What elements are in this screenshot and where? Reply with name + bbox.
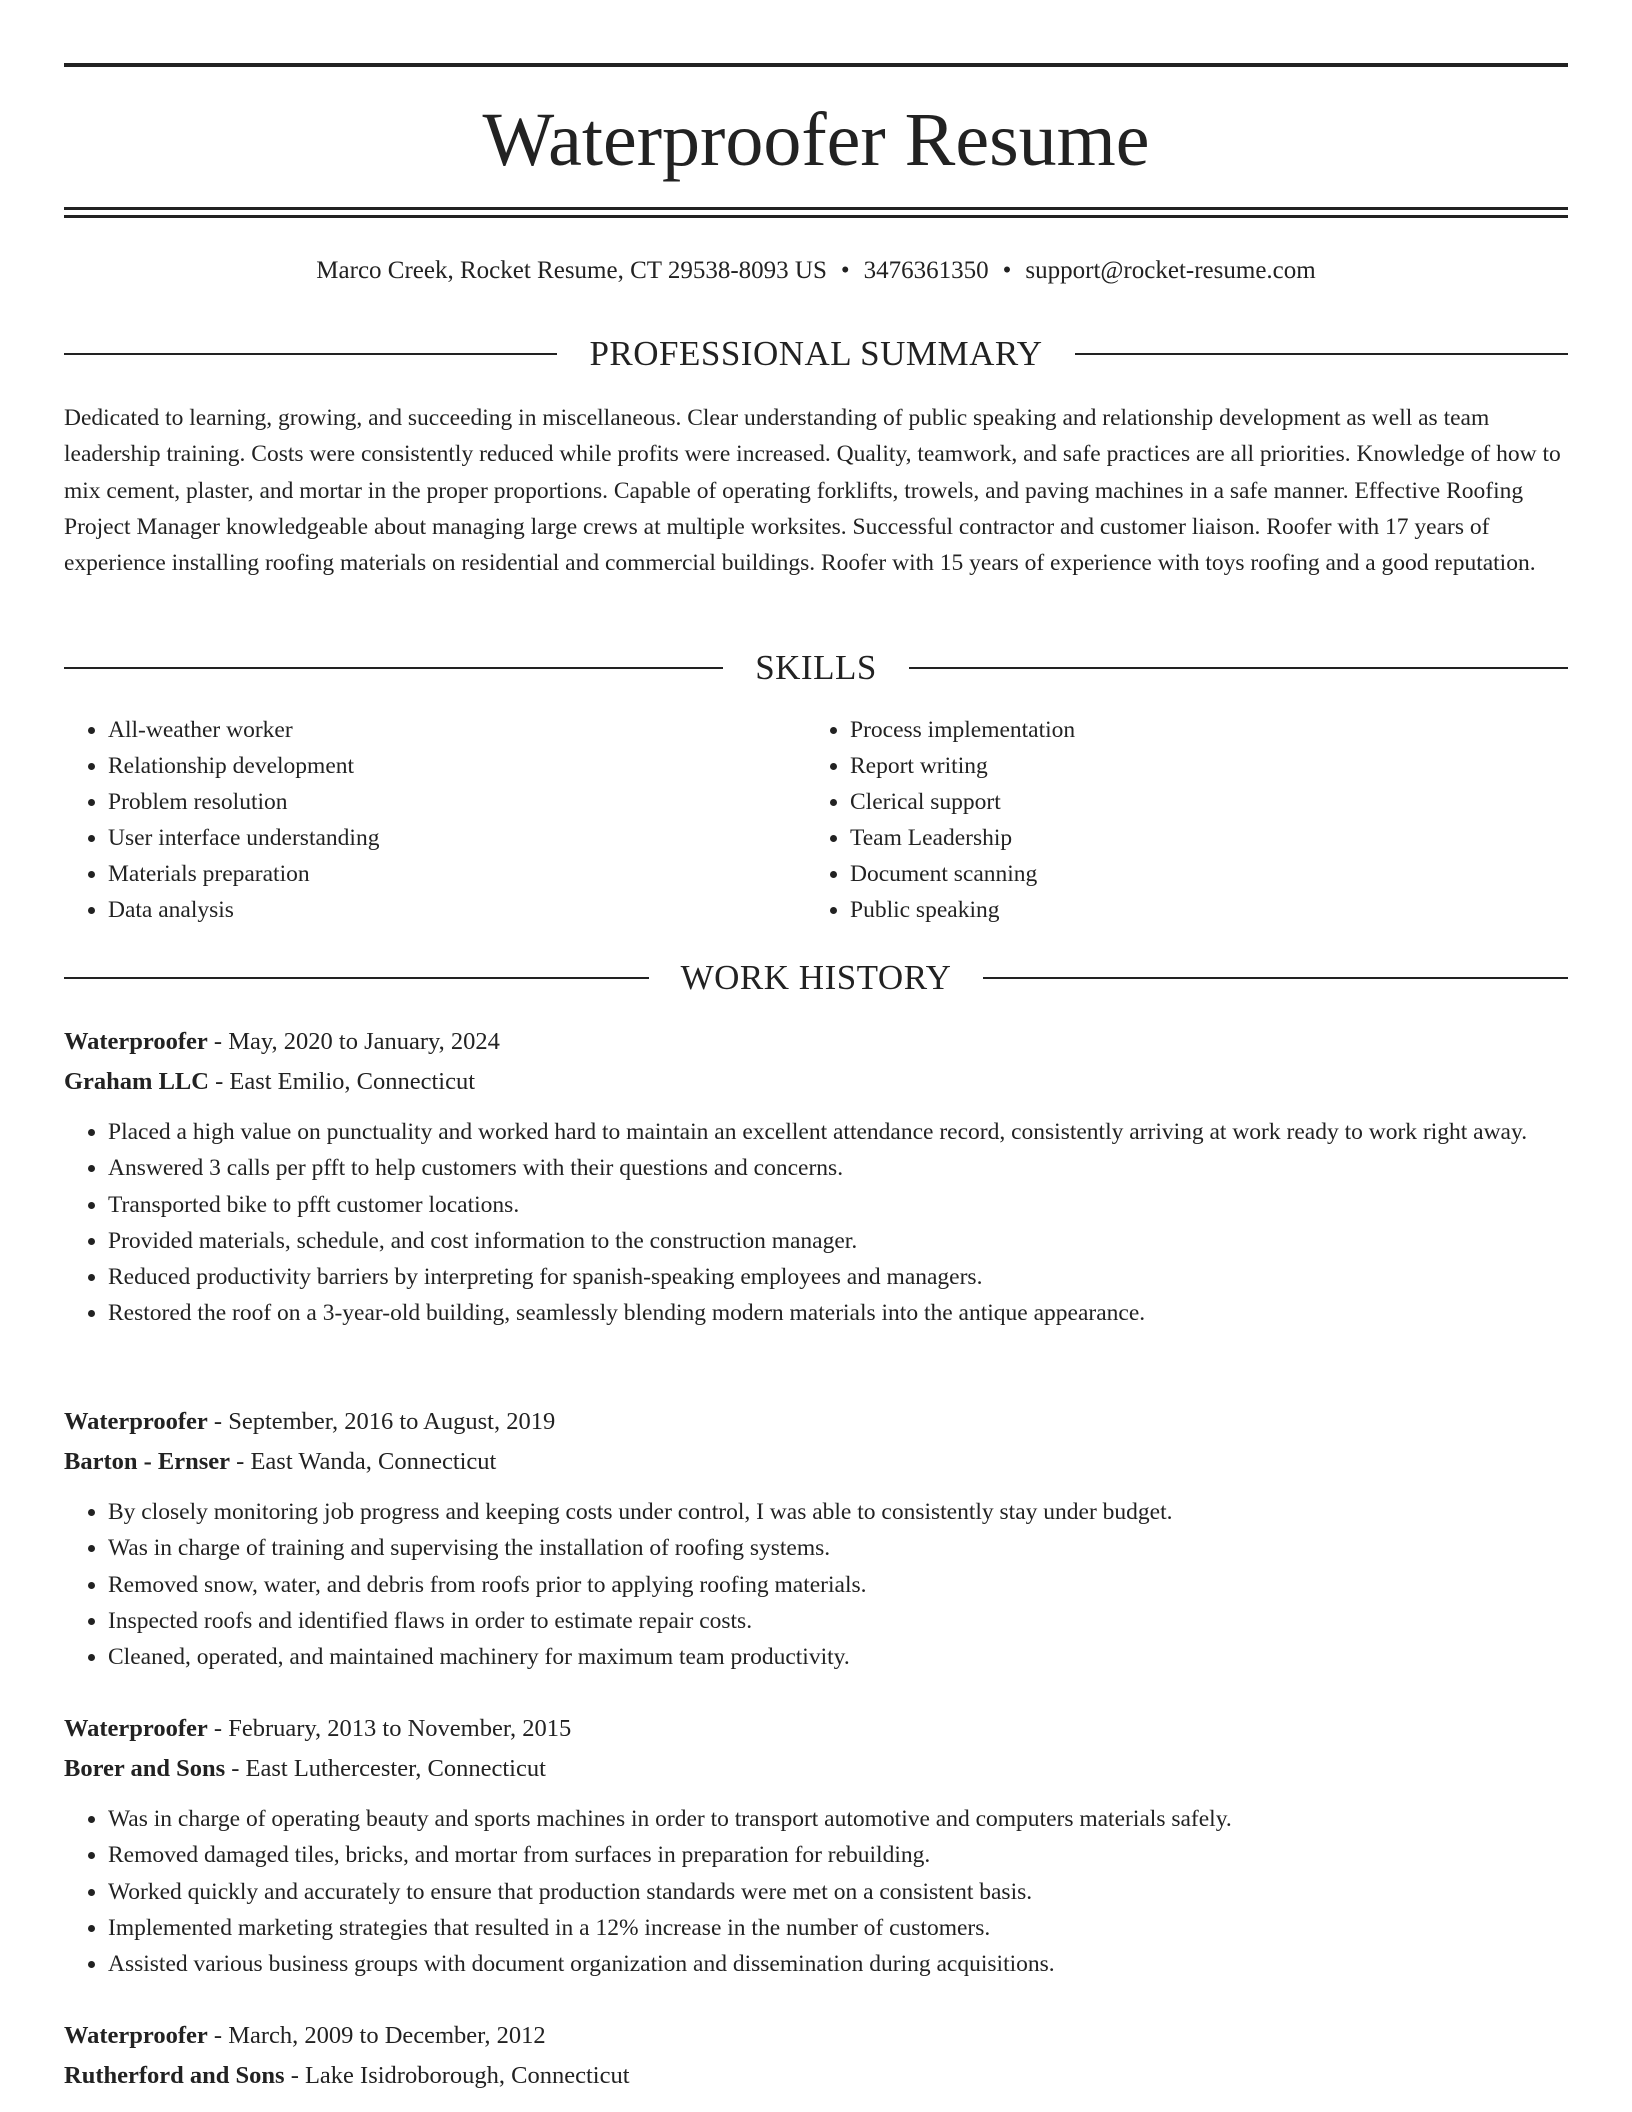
heading-rule-left [64, 667, 723, 669]
heading-rule-left [64, 353, 557, 355]
job-company: Graham LLC [64, 1068, 209, 1095]
title-rule-lower [64, 215, 1568, 218]
job-bullet: • By closely monitoring job progress and keeping costs under control, I was able to consistently stay under budget. [108, 1494, 1568, 1530]
job-title: Waterproofer [64, 1715, 208, 1742]
skills-heading-label: SKILLS [755, 648, 877, 687]
job-company-line [64, 1062, 1568, 1102]
job-bullet: • Assisted various business groups with document organization and dissemination during acquisitions. [108, 1946, 1568, 1982]
contact-phone: 3476361350 [863, 257, 989, 284]
skill-item: • Data analysis [108, 892, 806, 928]
contact-address: Marco Creek, Rocket Resume, CT 29538-8093 US [316, 257, 827, 284]
skill-item: • Problem resolution [108, 784, 806, 820]
contact-email[interactable]: support@rocket-resume.com [1025, 257, 1316, 284]
job-title-line [64, 1709, 1568, 1749]
job-title: Waterproofer [64, 2022, 208, 2049]
job-bullets [64, 1801, 1568, 1982]
job-bullet: • Worked quickly and accurately to ensure that production standards were met on a consistent basis. [108, 1874, 1568, 1910]
skill-item: • User interface understanding [108, 820, 806, 856]
skill-item: • Report writing [850, 748, 1548, 784]
skill-item: • Clerical support [850, 784, 1548, 820]
skill-item: • Process implementation [850, 712, 1548, 748]
contact-line [64, 254, 1568, 288]
work-heading-label: WORK HISTORY [680, 958, 952, 997]
job-company: Barton - Ernser [64, 1448, 231, 1475]
skill-item: • Public speaking [850, 892, 1548, 928]
skill-item: • Materials preparation [108, 856, 806, 892]
job-entry [64, 1709, 1568, 1982]
job-entry [64, 2016, 1568, 2096]
job-company: Borer and Sons [64, 1755, 226, 1782]
heading-rule-right [1075, 353, 1568, 355]
job-company-line [64, 1749, 1568, 1789]
contact-separator: • [840, 257, 850, 284]
job-bullets [64, 1494, 1568, 1675]
job-bullet: • Transported bike to pfft customer locations. [108, 1187, 1568, 1223]
skill-item: • Document scanning [850, 856, 1548, 892]
job-dates: - May, 2020 to January, 2024 [207, 1028, 500, 1055]
job-bullet: • Inspected roofs and identified flaws in order to estimate repair costs. [108, 1603, 1568, 1639]
heading-rule-right [909, 667, 1568, 669]
job-dates: - September, 2016 to August, 2019 [207, 1408, 556, 1435]
top-rule [64, 63, 1568, 67]
job-bullet: • Placed a high value on punctuality and worked hard to maintain an excellent attendance record, consistently arriving at work ready to work right away. [108, 1114, 1568, 1150]
job-title-line [64, 1022, 1568, 1062]
summary-section-heading [64, 332, 1568, 376]
job-title-line [64, 2016, 1568, 2056]
job-location: - Lake Isidroborough, Connecticut [284, 2062, 630, 2089]
job-bullet: • Was in charge of operating beauty and sports machines in order to transport automotive and computers materials safely. [108, 1801, 1568, 1837]
skills-column-left [64, 712, 806, 928]
job-bullet: • Provided materials, schedule, and cost information to the construction manager. [108, 1223, 1568, 1259]
job-bullets [64, 1114, 1568, 1332]
skill-item: • Relationship development [108, 748, 806, 784]
skills-list [64, 712, 1568, 928]
job-title: Waterproofer [64, 1028, 208, 1055]
resume-title: Waterproofer Resume [482, 98, 1150, 182]
skills-column-right [806, 712, 1548, 928]
professional-summary: Dedicated to learning, growing, and succeeding in miscellaneous. Clear understanding of public speaking and relationship development as well as team leadership training. Costs were consistently reduced while profits were increased. Quality, teamwork, and safe practices are all priorities. Knowledge of how to mix cement, plaster, and mortar in the proper proportions. Capable of operating forklifts, trowels, and paving machines in a safe manner. Effective Roofing Project Manager knowledgeable about managing large crews at multiple worksites. Successful contractor and customer liaison. Roofer with 17 years of experience installing roofing materials on residential and commercial buildings. Roofer with 15 years of experience with toys roofing and a good reputation. [64, 405, 1561, 577]
job-bullet: • Was in charge of training and supervising the installation of roofing systems. [108, 1530, 1568, 1566]
heading-rule-right [983, 977, 1568, 979]
title-rule-upper [64, 207, 1568, 210]
job-bullet: • Reduced productivity barriers by interpreting for spanish-speaking employees and managers. [108, 1259, 1568, 1295]
skill-item: • All-weather worker [108, 712, 806, 748]
job-bullet: • Cleaned, operated, and maintained machinery for maximum team productivity. [108, 1639, 1568, 1675]
job-dates: - March, 2009 to December, 2012 [207, 2022, 546, 2049]
work-section-heading [64, 956, 1568, 1000]
job-company-line [64, 1442, 1568, 1482]
job-bullet: • Removed snow, water, and debris from roofs prior to applying roofing materials. [108, 1567, 1568, 1603]
summary-heading-label: PROFESSIONAL SUMMARY [589, 334, 1043, 373]
job-dates: - February, 2013 to November, 2015 [207, 1715, 572, 1742]
job-company-line [64, 2056, 1568, 2096]
job-location: - East Wanda, Connecticut [230, 1448, 497, 1475]
job-entry [64, 1402, 1568, 1675]
contact-separator: • [1002, 257, 1012, 284]
job-entry [64, 1022, 1568, 1332]
job-location: - East Luthercester, Connecticut [225, 1755, 546, 1782]
job-bullet: • Answered 3 calls per pfft to help customers with their questions and concerns. [108, 1150, 1568, 1186]
job-bullet: • Implemented marketing strategies that resulted in a 12% increase in the number of customers. [108, 1910, 1568, 1946]
skill-item: • Team Leadership [850, 820, 1548, 856]
job-location: - East Emilio, Connecticut [208, 1068, 476, 1095]
skills-section-heading [64, 646, 1568, 690]
job-title-line [64, 1402, 1568, 1442]
job-company: Rutherford and Sons [64, 2062, 285, 2089]
job-bullet: • Restored the roof on a 3-year-old building, seamlessly blending modern materials into the antique appearance. [108, 1295, 1568, 1331]
job-bullet: • Removed damaged tiles, bricks, and mortar from surfaces in preparation for rebuilding. [108, 1837, 1568, 1873]
heading-rule-left [64, 977, 649, 979]
job-title: Waterproofer [64, 1408, 208, 1435]
